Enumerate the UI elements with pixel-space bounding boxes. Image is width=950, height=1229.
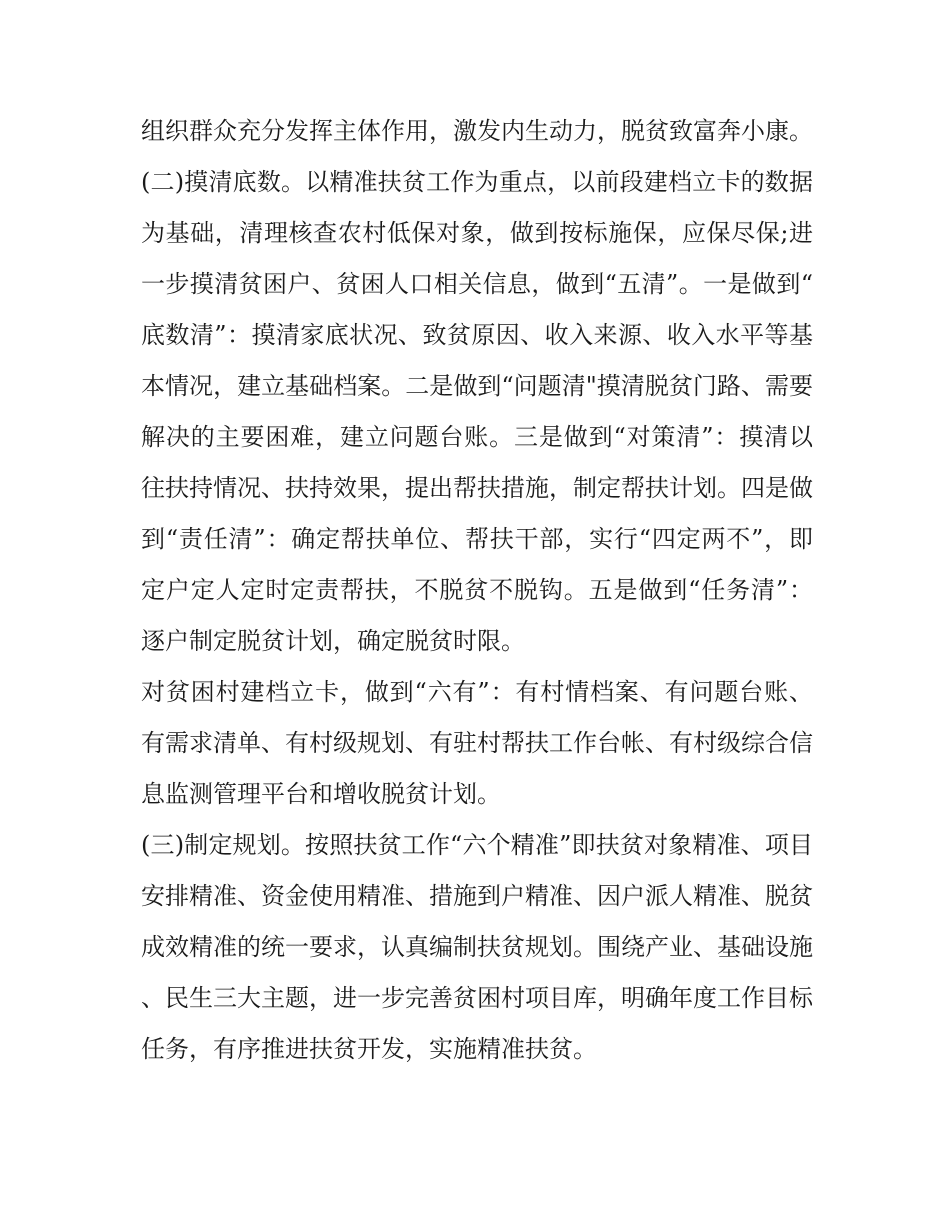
document-body [141,106,813,1075]
paragraph-section-two: (二)摸清底数。以精准扶贫工作为重点，以前段建档立卡的数据为基础，清理核查农村低保对象，做到按标施保，应保尽保;进一步摸清贫困户、贫困人口相关信息，做到“五清”。一是做到“底数清”：摸清家底状况、致贫原因、收入来源、收入水平等基本情况，建立基础档案。二是做到“问题清"摸清脱贫门路、需要解决的主要困难，建立问题台账。三是做到“对策清”：摸清以往扶持情况、扶持效果，提出帮扶措施，制定帮扶计划。四是做到“责任清”：确定帮扶单位、帮扶干部，实行“四定两不”，即定户定人定时定责帮扶，不脱贫不脱钩。五是做到“任务清”：逐户制定脱贫计划，确定脱贫时限。 [141,168,813,655]
paragraph-six-haves: 对贫困村建档立卡，做到“六有”：有村情档案、有问题台账、有需求清单、有村级规划、有驻村帮扶工作台帐、有村级综合信息监测管理平台和增收脱贫计划。 [141,678,813,808]
paragraph-continuation: 组织群众充分发挥主体作用，激发内生动力，脱贫致富奔小康。 [141,117,813,145]
paragraph-section-three: (三)制定规划。按照扶贫工作“六个精准”即扶贫对象精准、项目安排精准、资金使用精准、措施到户精准、因户派人精准、脱贫成效精准的统一要求，认真编制扶贫规划。围绕产业、基础设施、民生三大主题，进一步完善贫困村项目库，明确年度工作目标任务，有序推进扶贫开发，实施精准扶贫。 [141,831,813,1063]
